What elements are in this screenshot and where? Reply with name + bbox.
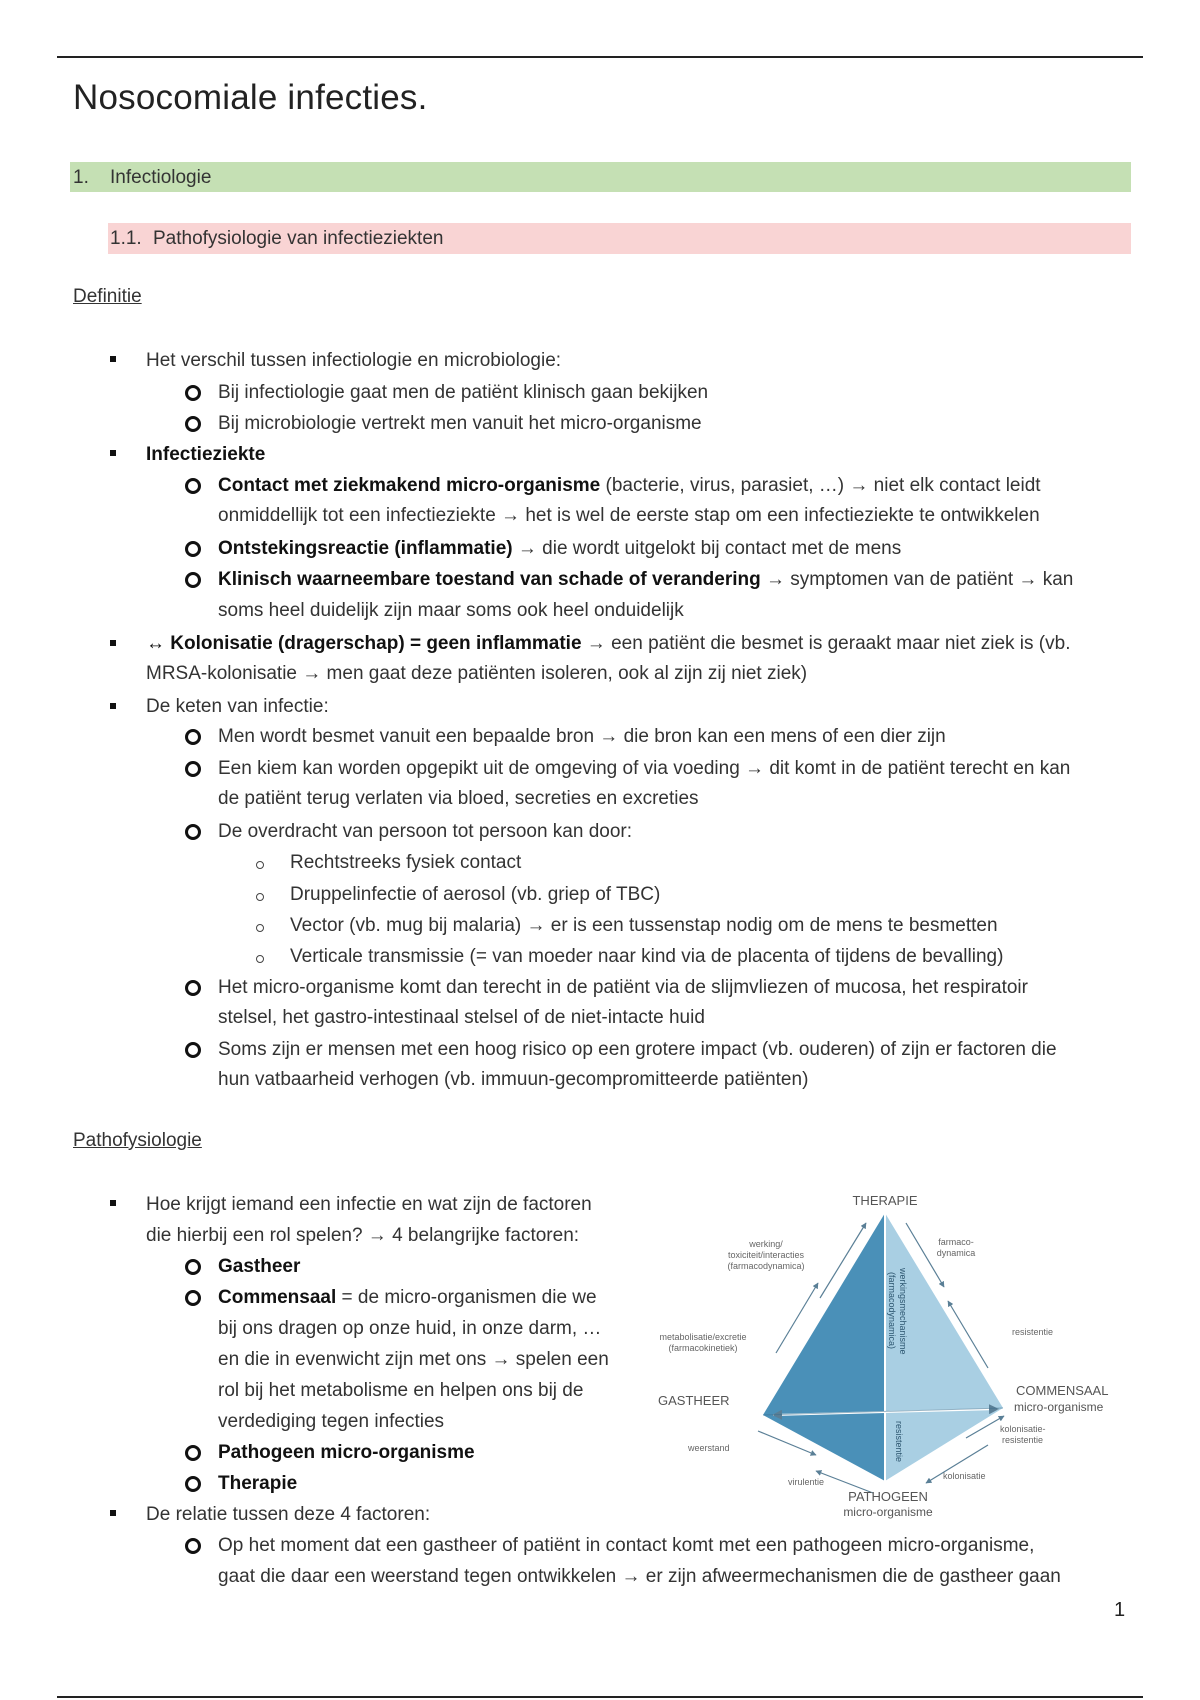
label-kolonisatieresistentie-1: kolonisatie-	[1000, 1424, 1046, 1434]
small-circle-bullet	[256, 924, 264, 932]
text-line: bij ons dragen op onze huid, in onze darm, …	[218, 1318, 602, 1339]
heading-1-infectiologie	[70, 162, 1131, 192]
text-rest: → een patiënt die besmet is geraakt maar niet ziek is (vb.	[581, 633, 1071, 654]
label-weerstand: weerstand	[688, 1443, 730, 1453]
text-line: Rechtstreeks fysiek contact	[290, 852, 522, 873]
label-kolonisatie: kolonisatie	[943, 1471, 986, 1481]
label-werking-3: (farmacodynamica)	[727, 1261, 805, 1271]
small-circle-bullet	[256, 893, 264, 901]
square-bullet	[110, 356, 116, 362]
label-werking-1: werking/	[749, 1239, 783, 1249]
text-line: Het micro-organisme komt dan terecht in de patiënt via de slijmvliezen of mucosa, het respiratoir	[218, 977, 1028, 998]
label-virulentie: virulentie	[788, 1477, 825, 1487]
text-line: soms heel duidelijk zijn maar soms ook heel onduidelijk	[218, 600, 684, 621]
label-metabolisatie-2: (farmacokinetiek)	[668, 1343, 738, 1353]
text-line: Bij microbiologie vertrekt men vanuit het micro-organisme	[218, 413, 702, 434]
label-pathogeen: PATHOGEEN	[848, 1489, 928, 1504]
text-line-bold: Therapie	[218, 1473, 298, 1494]
bold-term: Klinisch waarneembare toestand van schade of verandering	[218, 569, 761, 590]
section-label-definitie: Definitie	[73, 286, 142, 307]
ring-bullet	[185, 1290, 201, 1306]
label-pathogeen-sub: micro-organisme	[843, 1505, 933, 1519]
label-farmaco-2: dynamica	[936, 1248, 976, 1258]
text-line	[218, 1283, 597, 1313]
heading-2-text: Pathofysiologie van infectieziekten	[153, 228, 444, 249]
heading-2-pathofysiologie	[108, 223, 1131, 254]
text-rest: → symptomen van de patiënt → kan	[760, 569, 1074, 590]
infection-factors-tetrahedron-diagram	[648, 1183, 1128, 1523]
label-commensaal: COMMENSAAL	[1016, 1383, 1109, 1398]
text-rest: = de micro-organismen die we	[336, 1287, 597, 1308]
ring-bullet	[185, 1445, 201, 1461]
ring-bullet	[185, 478, 201, 494]
text-line: Men wordt besmet vanuit een bepaalde bron → die bron kan een mens of een dier zijn	[218, 726, 946, 747]
label-farmaco-1: farmaco-	[938, 1237, 974, 1247]
page-title: Nosocomiale infecties.	[73, 78, 428, 117]
small-circle-bullet	[256, 955, 264, 963]
ring-bullet	[185, 541, 201, 557]
text-line	[218, 471, 1041, 501]
text-line-bold: Infectieziekte	[146, 444, 266, 465]
text-rest: (bacterie, virus, parasiet, …) → niet elk contact leidt	[600, 475, 1041, 496]
label-metabolisatie-1: metabolisatie/excretie	[659, 1332, 747, 1342]
ring-bullet	[185, 980, 201, 996]
square-bullet	[110, 1510, 116, 1516]
bottom-rule	[57, 1696, 1143, 1698]
ring-bullet	[185, 416, 201, 432]
text-line: stelsel, het gastro-intestinaal stelsel of de niet-intacte huid	[218, 1007, 705, 1028]
text-line: Soms zijn er mensen met een hoog risico op een grotere impact (vb. ouderen) of zijn er factoren die	[218, 1039, 1057, 1060]
label-commensaal-sub: micro-organisme	[1014, 1400, 1104, 1414]
text-line: die hierbij een rol spelen? → 4 belangrijke factoren:	[146, 1225, 580, 1246]
text-rest: → die wordt uitgelokt bij contact met de mens	[512, 538, 902, 559]
text-line: De overdracht van persoon tot persoon kan door:	[218, 821, 633, 842]
bold-term: ↔ Kolonisatie (dragerschap) = geen inflammatie	[146, 633, 582, 654]
text-line: onmiddellijk tot een infectieziekte → het is wel de eerste stap om een infectieziekte te ontwikkelen	[218, 505, 1040, 526]
ring-bullet	[185, 761, 201, 777]
text-line	[218, 565, 1073, 595]
text-line: gaat die daar een weerstand tegen ontwikkelen → er zijn afweermechanismen die de gastheer gaan	[218, 1566, 1061, 1587]
label-werking-2: toxiciteit/interacties	[727, 1250, 805, 1260]
square-bullet	[110, 703, 116, 709]
text-line: rol bij het metabolisme en helpen ons bij de	[218, 1380, 584, 1401]
text-line	[218, 534, 901, 564]
square-bullet	[110, 450, 116, 456]
ring-bullet	[185, 385, 201, 401]
bold-term: Ontstekingsreactie (inflammatie)	[218, 538, 513, 559]
text-line: en die in evenwicht zijn met ons → spelen een	[218, 1349, 609, 1370]
text-line: Vector (vb. mug bij malaria) → er is een tussenstap nodig om de mens te besmetten	[290, 915, 998, 936]
text-line: Hoe krijgt iemand een infectie en wat zijn de factoren	[146, 1194, 592, 1215]
label-werkingsmechanisme-1: werkingsmechanisme	[898, 1268, 908, 1355]
heading-2-number: 1.1.	[110, 228, 142, 249]
page-number: 1	[1114, 1599, 1126, 1621]
ring-bullet	[185, 1259, 201, 1275]
label-kolonisatieresistentie-2: resistentie	[1002, 1435, 1044, 1445]
heading-1-number: 1.	[73, 167, 89, 188]
ring-bullet	[185, 1476, 201, 1492]
text-line: verdediging tegen infecties	[218, 1411, 445, 1432]
label-therapie: THERAPIE	[852, 1193, 918, 1208]
label-resistentie-vertical: resistentie	[894, 1421, 904, 1463]
text-line: Bij infectiologie gaat men de patiënt klinisch gaan bekijken	[218, 382, 709, 403]
bold-term: Contact met ziekmakend micro-organisme	[218, 475, 601, 496]
text-line: Druppelinfectie of aerosol (vb. griep of TBC)	[290, 884, 661, 905]
label-werkingsmechanisme-2: (farmacodynamica)	[887, 1272, 897, 1350]
square-bullet	[110, 1200, 116, 1206]
text-line-bold: Pathogeen micro-organisme	[218, 1442, 475, 1463]
ring-bullet	[185, 572, 201, 588]
label-resistentie: resistentie	[1012, 1327, 1054, 1337]
text-line: MRSA-kolonisatie → men gaat deze patiënten isoleren, ook al zijn zij niet ziek)	[146, 663, 808, 684]
ring-bullet	[185, 729, 201, 745]
text-line: Het verschil tussen infectiologie en microbiologie:	[146, 350, 562, 371]
text-line: De relatie tussen deze 4 factoren:	[146, 1504, 431, 1525]
text-line: Op het moment dat een gastheer of patiënt in contact komt met een pathogeen micro-organisme,	[218, 1535, 1035, 1556]
label-gastheer: GASTHEER	[658, 1393, 730, 1408]
section-label-pathofysiologie: Pathofysiologie	[73, 1130, 202, 1151]
text-line: Verticale transmissie (= van moeder naar kind via de placenta of tijdens de bevalling)	[290, 946, 1004, 967]
text-line: De keten van infectie:	[146, 696, 329, 717]
ring-bullet	[185, 824, 201, 840]
text-line-bold: Gastheer	[218, 1256, 301, 1277]
ring-bullet	[185, 1538, 201, 1554]
ring-bullet	[185, 1042, 201, 1058]
heading-1-text: Infectiologie	[110, 167, 212, 188]
small-circle-bullet	[256, 861, 264, 869]
text-line	[146, 629, 1070, 659]
bold-term: Commensaal	[218, 1287, 337, 1308]
square-bullet	[110, 640, 116, 646]
text-line: de patiënt terug verlaten via bloed, secreties en excreties	[218, 788, 699, 809]
text-line: Een kiem kan worden opgepikt uit de omgeving of via voeding → dit komt in de patiënt terecht en kan	[218, 758, 1071, 779]
top-rule	[57, 56, 1143, 58]
text-line: hun vatbaarheid verhogen (vb. immuun-gecompromitteerde patiënten)	[218, 1069, 809, 1090]
